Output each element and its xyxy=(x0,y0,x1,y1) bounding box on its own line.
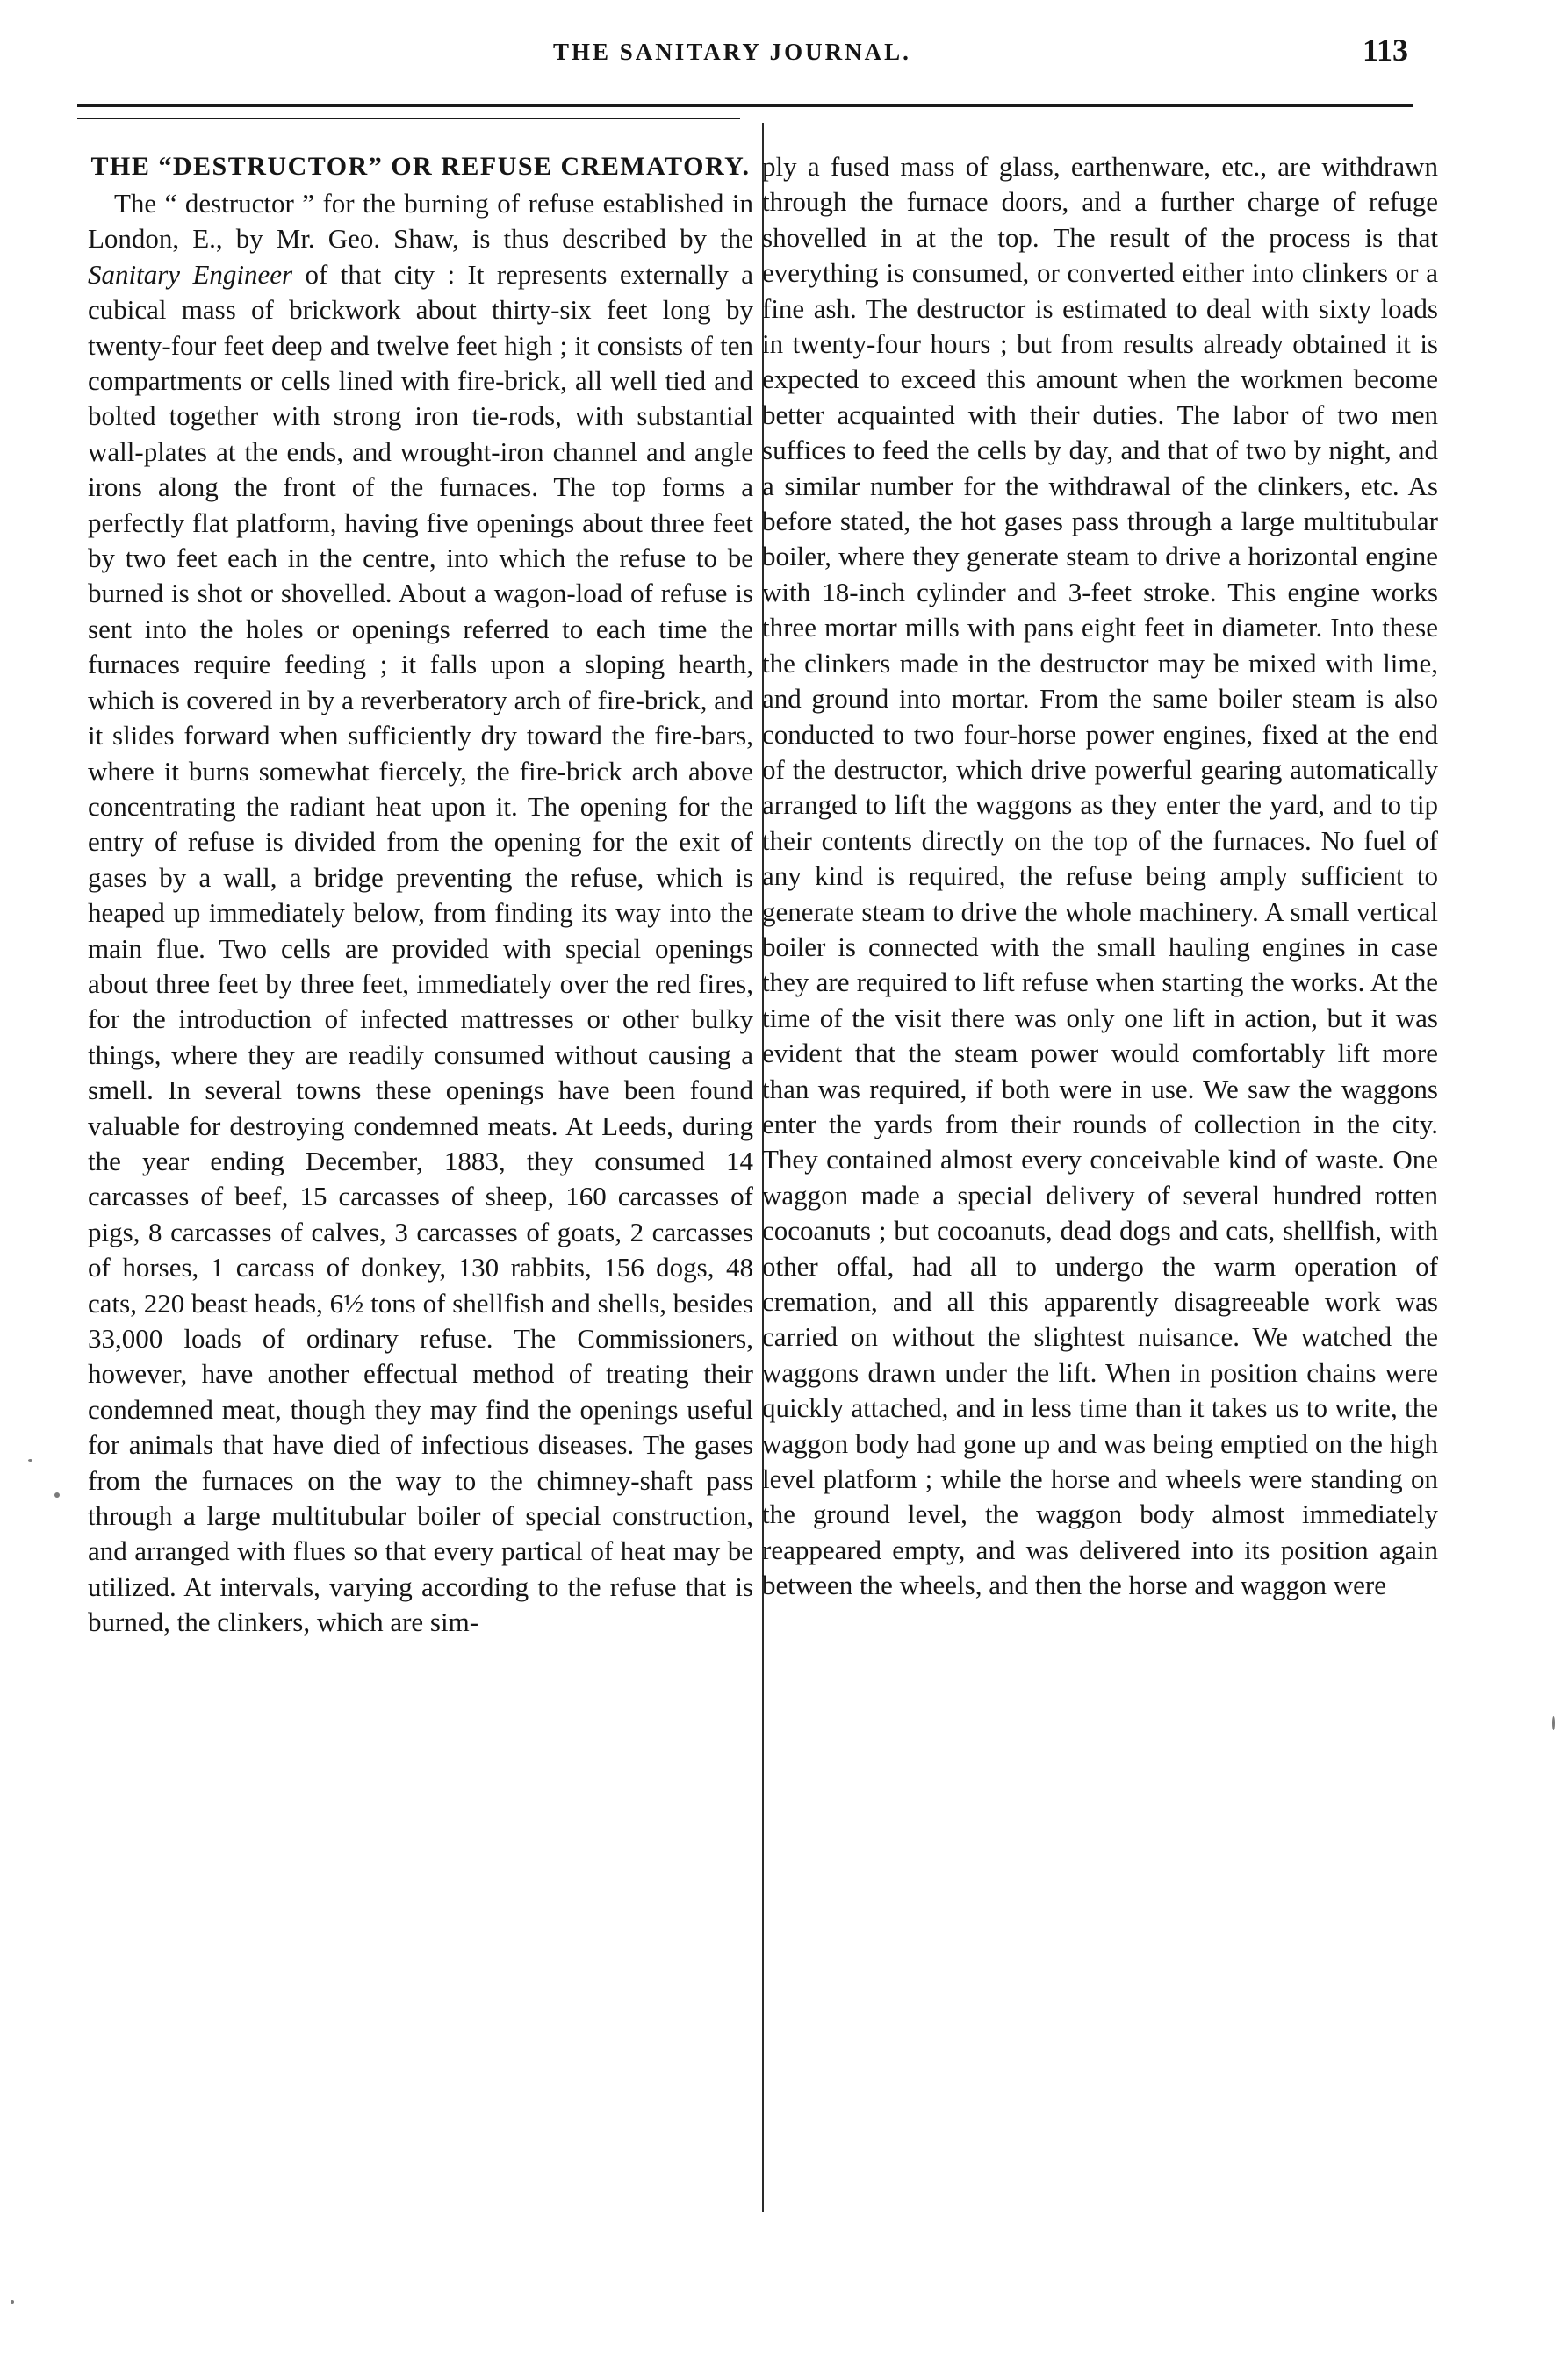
ink-speck xyxy=(54,1492,60,1498)
ink-speck xyxy=(1552,1716,1555,1730)
paragraph-text-after-italic: of that city : It represents externally a cubical mass of brickwork about thirty-six feet long by twenty-four feet deep and twelve feet high ; it consists of ten compartments or cells lined with fire-brick, all well tied and bolted together with strong iron tie-rods, with substantial wall-plates at the ends, and wrought-iron channel and angle irons along the front of the furnaces. The top forms a perfectly flat platform, having five openings about three feet by two feet each in the centre, into which the refuse to be burned is shot or shovelled. About a wagon-load of refuse is sent into the holes or openings referred to each time the furnaces require feeding ; it falls upon a sloping hearth, which is covered in by a reverberatory arch of fire-brick, and it slides forward when sufficiently dry toward the fire-bars, where it burns somewhat fiercely, the fire-brick arch above concentrating the radiant heat upon it. The opening for the entry of refuse is divided from the opening for the exit of gases by a wall, a bridge preventing the refuse, which is heaped up immediately below, from finding its way into the main flue. Two cells are provided with special openings about three feet by three feet, immediately over the red fires, for the introduction of infected mattresses or other bulky things, where they are readily consumed without causing a smell. In several towns these openings have been found valuable for destroying condemned meats. At Leeds, during the year ending December, 1883, they consumed 14 carcasses of beef, 15 carcasses of sheep, 160 carcasses of pigs, 8 carcasses of calves, 3 carcasses of goats, 2 carcasses of horses, 1 carcass of donkey, 130 rabbits, 156 dogs, 48 cats, 220 beast heads, 6½ tons of shellfish and shells, besides 33,000 loads of ordinary refuse. The Commissioners, however, have another effectual method of treating their condemned meat, though they may find the openings useful for animals that have died of infectious diseases. The gases from the furnaces on the way to the chimney-shaft pass through a large multitubular boiler of special construction, and arranged with flues so that every partical of heat may be utilized. At intervals, varying according to the refuse that is burned, the clinkers, which are sim- xyxy=(88,258,753,1638)
right-column xyxy=(762,149,1438,1604)
paragraph-text-before-italic: The “ destructor ” for the burning of refuse established in London, E., by Mr. Geo. Shaw, is thus described by the xyxy=(88,188,753,255)
ink-speck xyxy=(28,1459,32,1462)
header-rule-thin xyxy=(77,118,740,119)
article-continuation: ply a fused mass of glass, earthenware, etc., are withdrawn through the furnace doors, and a further charge of refuge shovelled in at the top. The result of the process is that everything is consumed, or converted either into clinkers or a fine ash. The destructor is estimated to deal with sixty loads in twenty-four hours ; but from results already obtained it is expected to exceed this amount when the workmen become better acquainted with their duties. The labor of two men suffices to feed the cells by day, and that of two by night, and a similar number for the withdrawal of the clinkers, etc. As before stated, the hot gases pass through a large multitubular boiler, where they generate steam to drive a horizontal engine with 18-inch cylinder and 3-feet stroke. This engine works three mortar mills with pans eight feet in diameter. Into these the clinkers made in the destructor may be mixed with lime, and ground into mortar. From the same boiler steam is also conducted to two four-horse power engines, fixed at the end of the destructor, which drive powerful gearing automatically arranged to lift the waggons as they enter the yard, and to tip their contents directly on the top of the furnaces. No fuel of any kind is required, the refuse being amply sufficient to generate steam to drive the whole machinery. A small vertical boiler is connected with the small hauling engines in case they are required to lift refuse when starting the works. At the time of the visit there was only one lift in action, but it was evident that the steam power would comfortably lift more than was required, if both were in use. We saw the waggons enter the yards from their rounds of collection in the city. They contained almost every conceivable kind of waste. One waggon made a special delivery of several hundred rotten cocoanuts ; but cocoanuts, dead dogs and cats, shellfish, with other offal, had all to undergo the warm operation of cremation, and all this apparently disagreeable work was carried on without the slightest nuisance. We watched the waggons drawn under the lift. When in position chains were quickly attached, and in less time than it takes us to write, the waggon body had gone up and was being emptied on the high level platform ; while the horse and wheels were standing on the ground level, the waggon body almost immediately reappeared empty, and was delivered into its position again between the wheels, and then the horse and waggon were xyxy=(762,151,1438,1601)
header-rule xyxy=(77,104,1413,107)
running-head: THE SANITARY JOURNAL. xyxy=(553,39,911,65)
article-title: THE “DESTRUCTOR” OR REFUSE CREMATORY. xyxy=(90,152,751,181)
italic-source-title: Sanitary Engineer xyxy=(88,258,293,290)
left-column xyxy=(88,149,753,1641)
page-number: 113 xyxy=(1363,32,1409,68)
article-paragraph xyxy=(88,186,753,1641)
page-header xyxy=(0,32,1568,74)
ink-speck xyxy=(11,2300,14,2304)
